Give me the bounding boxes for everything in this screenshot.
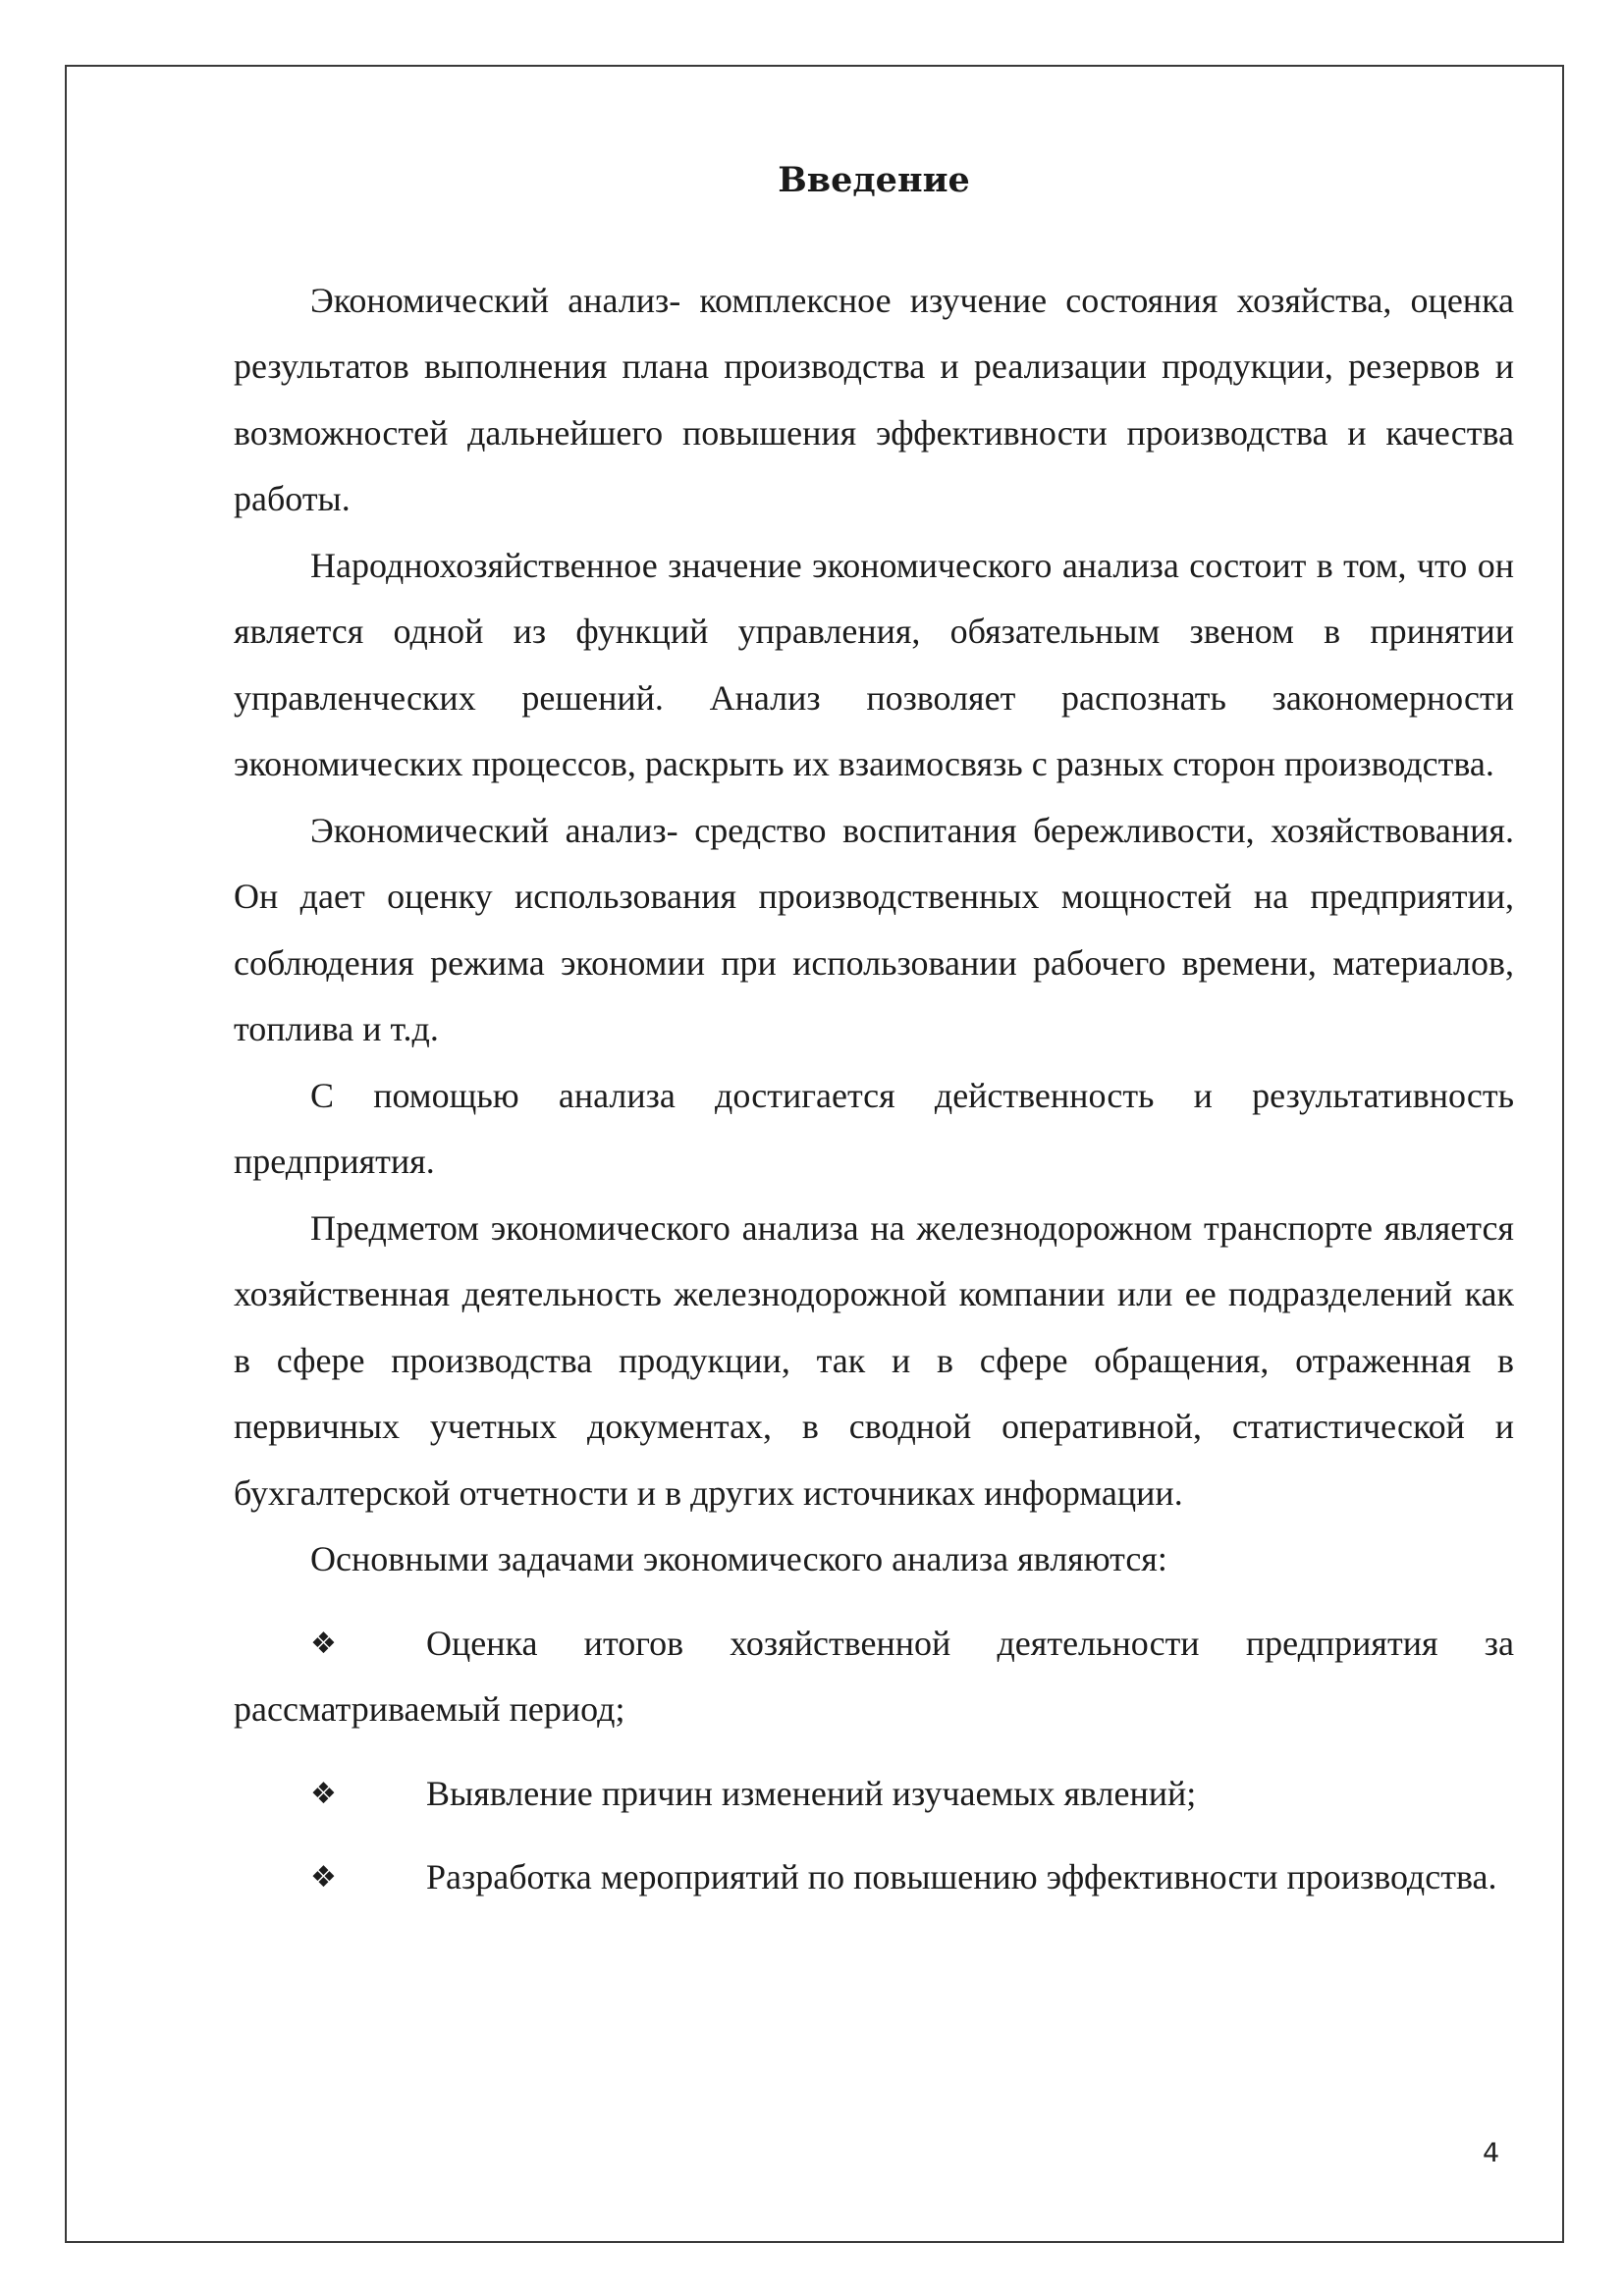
list-item-text: Разработка мероприятий по повышению эффективности производства.	[426, 1857, 1497, 1896]
paragraph-5: Предметом экономического анализа на железнодорожном транспорте является хозяйственная деятельность железнодорожной компании или ее подразделений как в сфере производства продукции, так и в сфере обращения, отраженная в первичных учетных документах, в сводной оперативной, статистической и бухгалтерской отчетности и в других источниках информации.	[234, 1207, 1514, 1513]
paragraph-3: Экономический анализ- средство воспитания бережливости, хозяйствования. Он дает оценку использования производственных мощностей на предприятии, соблюдения режима экономии при использовании рабочего времени, материалов, топлива и т.д.	[234, 810, 1514, 1048]
list-item	[234, 1844, 1514, 1911]
paragraph-2: Народнохозяйственное значение экономического анализа состоит в том, что он является одной из функций управления, обязательным звеном в принятии управленческих решений. Анализ позволяет распознать закономерности экономических процессов, раскрыть их взаимосвязь с разных сторон производства.	[234, 545, 1514, 783]
document-body	[234, 147, 1514, 1911]
diamond-bullet-icon: ❖	[310, 1776, 337, 1811]
list-item	[234, 1761, 1514, 1828]
paragraph-6: Основными задачами экономического анализа являются:	[310, 1539, 1167, 1578]
list-item-text: Выявление причин изменений изучаемых явлений;	[426, 1773, 1197, 1813]
list-item-text: Оценка итогов хозяйственной деятельности предприятия за рассматриваемый период;	[234, 1623, 1514, 1729]
page-number: 4	[1483, 2138, 1500, 2168]
diamond-bullet-icon: ❖	[310, 1860, 337, 1895]
list-item	[234, 1611, 1514, 1743]
paragraph-1: Экономический анализ- комплексное изучение состояния хозяйства, оценка результатов выполнения плана производства и реализации продукции, резервов и возможностей дальнейшего повышения эффективности производства и качества работы.	[234, 280, 1514, 518]
page-title: Введение	[778, 160, 970, 200]
diamond-bullet-icon: ❖	[310, 1626, 337, 1661]
paragraph-4: С помощью анализа достигается действенность и результативность предприятия.	[234, 1075, 1514, 1181]
